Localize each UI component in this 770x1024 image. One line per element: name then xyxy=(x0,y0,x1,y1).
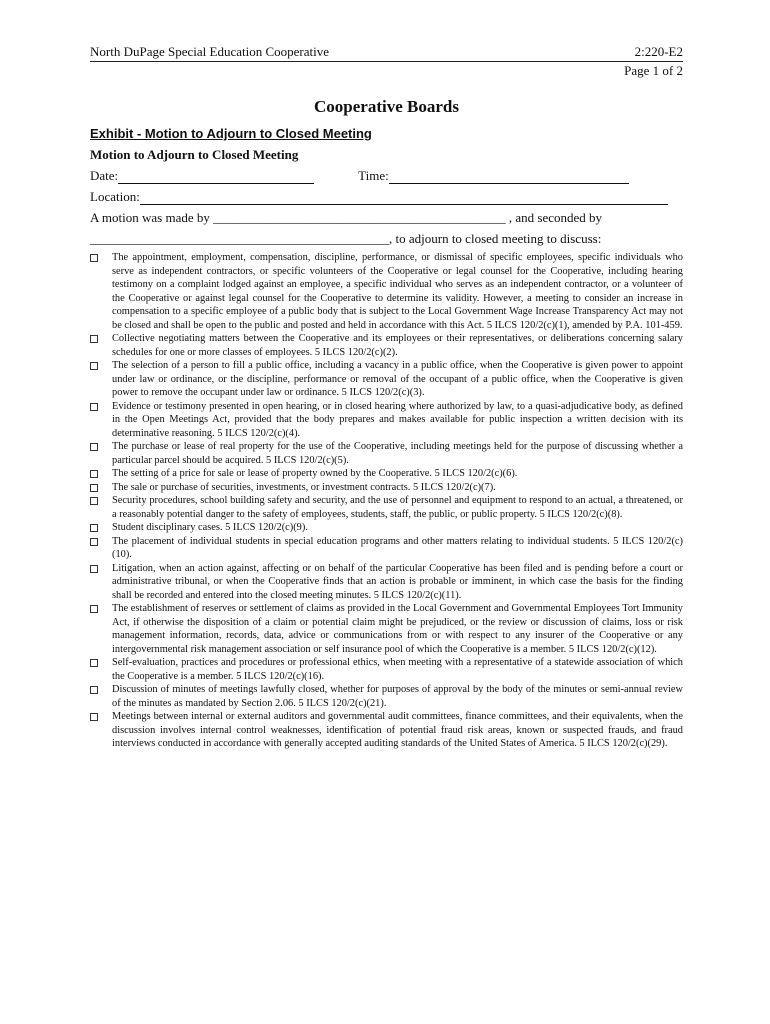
topic-item xyxy=(90,602,683,656)
motion-line-2 xyxy=(90,230,683,247)
checkbox[interactable] xyxy=(90,605,98,613)
topic-item xyxy=(90,251,683,332)
checkbox[interactable] xyxy=(90,470,98,478)
topic-item xyxy=(90,359,683,400)
location-label: Location: xyxy=(90,189,140,204)
checkbox[interactable] xyxy=(90,686,98,694)
checkbox[interactable] xyxy=(90,659,98,667)
checkbox[interactable] xyxy=(90,538,98,546)
checkbox[interactable] xyxy=(90,713,98,721)
topic-text: Evidence or testimony presented in open hearing, or in closed hearing where authorized by law, to a quasi-adjudicative body, as defined in the Open Meetings Act, provided that the body prepares and makes available for public inspection a written decision with its determinative reasoning. 5 ILCS 120/2(c)(4). xyxy=(112,400,683,439)
motion-title: Motion to Adjourn to Closed Meeting xyxy=(90,147,299,162)
topic-item xyxy=(90,562,683,603)
checkbox[interactable] xyxy=(90,484,98,492)
document-page xyxy=(90,44,683,751)
topic-text: The establishment of reserves or settlement of claims as provided in the Local Government and Governmental Employees Tort Immunity Act, if otherwise the disposition of a claim or potential claim might be prejudiced, or the review or discussion of claims, loss or risk management information, records, data, advice or communications from or with respect to any insurer of the Cooperative or any intergovernmental risk management association or self insurance pool of which the Cooperative is a member. 5 ILCS 120/2(c)(12). xyxy=(112,603,683,655)
topic-item xyxy=(90,494,683,521)
topic-text: Discussion of minutes of meetings lawfully closed, whether for purposes of approval by the body of the minutes or semi-annual review of the minutes as mandated by Section 2.06. 5 ILCS 120/2(c)(21). xyxy=(112,684,683,709)
document-title: Cooperative Boards xyxy=(314,97,459,116)
topic-text: The selection of a person to fill a public office, including a vacancy in a public office, when the Cooperative is given power to appoint under law or ordinance, or the discipline, performance or removal of the occupant of a public office, when the Cooperative is given power to remove the occupant under law or ordinance. 5 ILCS 120/2(c)(3). xyxy=(112,360,683,398)
page-header xyxy=(90,44,683,59)
topic-text: Collective negotiating matters between the Cooperative and its employees or their representatives, or deliberations concerning salary schedules for one or more classes of employees. 5 ILCS 120/2(c)(2). xyxy=(112,333,683,358)
date-field[interactable] xyxy=(118,170,314,184)
checkbox[interactable] xyxy=(90,403,98,411)
checkbox[interactable] xyxy=(90,497,98,505)
topic-text: The placement of individual students in special education programs and other matters relating to individual students. 5 ILCS 120/2(c)(10). xyxy=(112,535,683,560)
motion-mid: , and seconded by xyxy=(505,210,603,225)
topic-text: Student disciplinary cases. 5 ILCS 120/2(c)(9). xyxy=(112,522,308,533)
header-code: 2:220-E2 xyxy=(634,44,683,59)
location-field[interactable] xyxy=(140,191,668,205)
topic-item xyxy=(90,481,683,495)
checkbox[interactable] xyxy=(90,443,98,451)
topic-text: The setting of a price for sale or lease of property owned by the Cooperative. 5 ILCS 120/2(c)(6). xyxy=(112,468,518,479)
topic-item xyxy=(90,332,683,359)
topic-text: The sale or purchase of securities, investments, or investment contracts. 5 ILCS 120/2(c)(7). xyxy=(112,481,496,493)
location-row xyxy=(90,188,683,205)
topic-text: The appointment, employment, compensation, discipline, performance, or dismissal of specific employees, specific individuals who serve as independent contractors, or specific volunteers of the Cooperative or legal counsel for the Cooperative, including hearing testimony on a complaint lodged against an employee, a specific individual who serves as an independent contractor, or a volunteer of the Cooperative or against legal counsel for the Cooperative to determine its validity. However, a meeting to consider an increase in compensation to a specific employee of a public body that is subject to the Local Government Wage Increase Transparency Act may not be closed and shall be open to the public and posted and held in accordance with this Act. 5 ILCS 120/2(c)(1), amended by P.A. 101-459. xyxy=(112,252,683,331)
topic-item xyxy=(90,535,683,562)
mover-blank[interactable]: _____________________________________________ xyxy=(213,210,506,225)
checkbox[interactable] xyxy=(90,335,98,343)
topics-list xyxy=(90,251,683,751)
exhibit-title: Exhibit - Motion to Adjourn to Closed Meeting xyxy=(90,126,372,141)
header-org: North DuPage Special Education Cooperative xyxy=(90,44,329,59)
page-number: Page 1 of 2 xyxy=(624,63,683,78)
motion-line-1 xyxy=(90,209,683,226)
topic-item xyxy=(90,467,683,481)
checkbox[interactable] xyxy=(90,524,98,532)
topic-item xyxy=(90,656,683,683)
checkbox[interactable] xyxy=(90,565,98,573)
time-label: Time: xyxy=(358,168,389,183)
topic-text: Meetings between internal or external auditors and governmental audit committees, finance committees, and their equivalents, when the discussion involves internal control weaknesses, identification of potential fraud risk areas, known or suspected frauds, and fraud interviews conducted in accordance with generally accepted auditing standards of the United States of America. 5 ILCS 120/2(c)(29). xyxy=(112,711,683,749)
checkbox[interactable] xyxy=(90,362,98,370)
topic-item xyxy=(90,683,683,710)
date-label: Date: xyxy=(90,168,119,183)
topic-item xyxy=(90,400,683,441)
motion-prefix: A motion was made by xyxy=(90,210,214,225)
topic-item xyxy=(90,710,683,751)
date-time-row xyxy=(90,167,683,184)
topic-item xyxy=(90,440,683,467)
checkbox[interactable] xyxy=(90,254,98,262)
header-rule xyxy=(90,61,683,62)
time-field[interactable] xyxy=(389,170,629,184)
motion-suffix: , to adjourn to closed meeting to discuss: xyxy=(389,231,602,246)
topic-item xyxy=(90,521,683,535)
topic-text: Litigation, when an action against, affecting or on behalf of the particular Cooperative has been filed and is pending before a court or administrative tribunal, or when the Cooperative finds that an action is probable or imminent, in which case the basis for the finding shall be recorded and entered into the closed meeting minutes. 5 ILCS 120/2(c)(11). xyxy=(112,562,683,601)
topic-text: The purchase or lease of real property for the use of the Cooperative, including meetings held for the purpose of discussing whether a particular parcel should be acquired. 5 ILCS 120/2(c)(5). xyxy=(112,441,683,466)
seconder-blank[interactable]: ______________________________________________ xyxy=(90,231,389,246)
topic-text: Self-evaluation, practices and procedures or professional ethics, when meeting with a representative of a statewide association of which the Cooperative is a member. 5 ILCS 120/2(c)(16). xyxy=(112,657,683,682)
topic-text: Security procedures, school building safety and security, and the use of personnel and equipment to respond to an actual, a threatened, or a reasonably potential danger to the safety of employees, students, staff, the public, or public property. 5 ILCS 120/2(c)(8). xyxy=(112,495,683,520)
